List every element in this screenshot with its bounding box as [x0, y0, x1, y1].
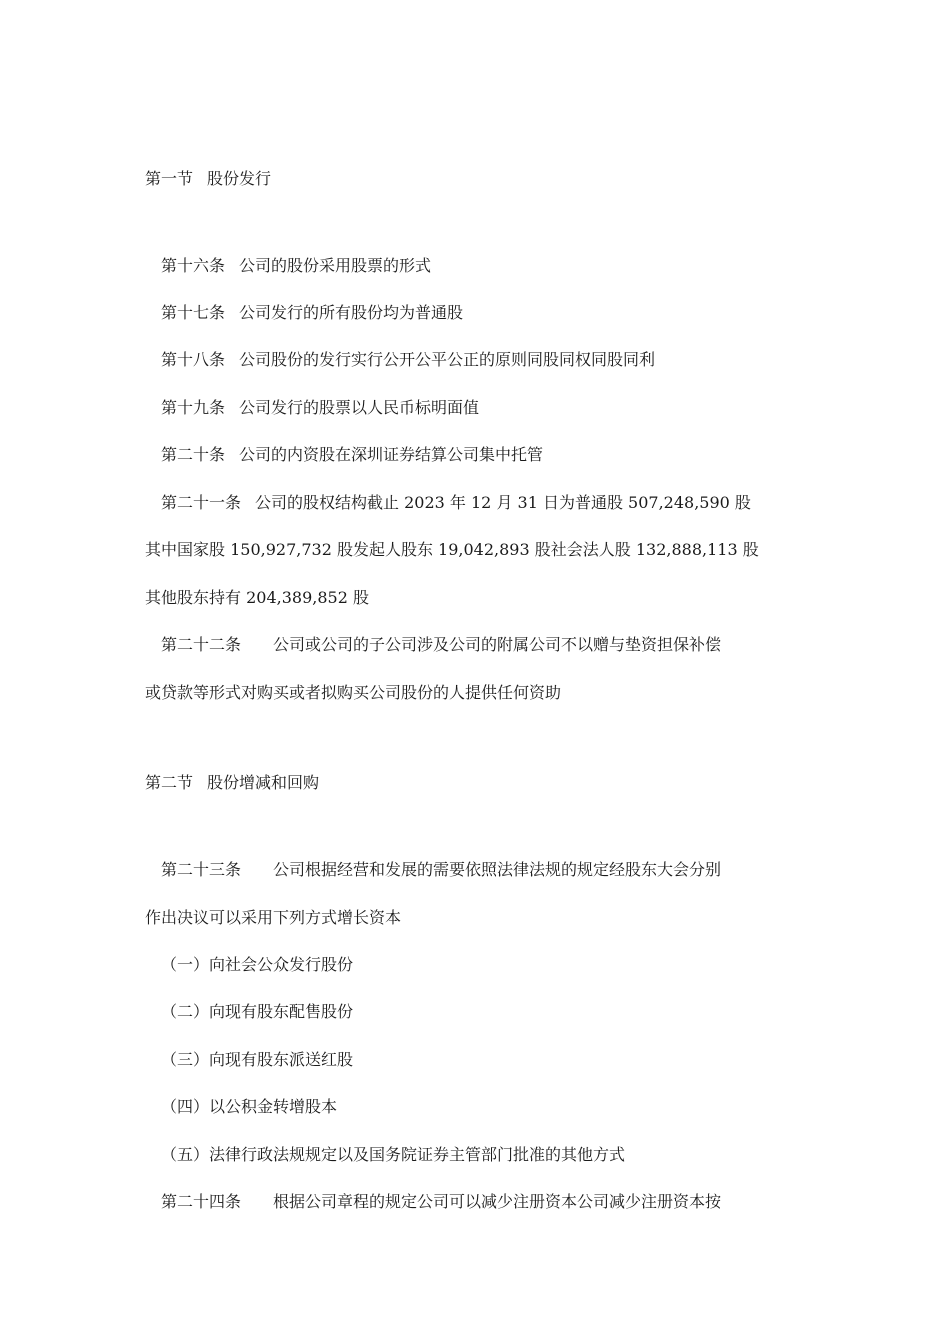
list-item: （三）向现有股东派送红股	[161, 1050, 354, 1069]
article-text: 公司根据经营和发展的需要依照法律法规的规定经股东大会分别	[273, 860, 722, 879]
article-label: 第十七条	[161, 303, 226, 322]
section-heading-1	[145, 169, 271, 189]
article-20	[161, 445, 543, 465]
article-17	[161, 303, 463, 323]
article-label: 第二十三条	[161, 860, 242, 879]
list-item: （一）向社会公众发行股份	[161, 955, 354, 974]
article-23-line-1	[161, 860, 721, 880]
article-label: 第二十四条	[161, 1192, 242, 1211]
article-text: 公司的内资股在深圳证券结算公司集中托管	[239, 445, 544, 464]
article-21-line-2: 其中国家股 150,927,732 股发起人股东 19,042,893 股社会法人股 132,888,113 股	[145, 540, 759, 559]
list-item: （四）以公积金转增股本	[161, 1097, 338, 1116]
article-label: 第二十一条	[161, 493, 242, 512]
article-text: 公司或公司的子公司涉及公司的附属公司不以赠与垫资担保补偿	[273, 635, 722, 654]
section-label: 第一节	[145, 169, 194, 188]
article-21-line-3: 其他股东持有 204,389,852 股	[145, 588, 369, 607]
article-text: 根据公司章程的规定公司可以减少注册资本公司减少注册资本按	[273, 1192, 722, 1211]
section-label: 第二节	[145, 773, 194, 792]
article-19	[161, 398, 479, 418]
section-title: 股份发行	[207, 169, 272, 188]
article-label: 第二十条	[161, 445, 226, 464]
article-16	[161, 256, 431, 276]
article-24-line-1	[161, 1192, 721, 1212]
article-label: 第二十二条	[161, 635, 242, 654]
list-item: （五）法律行政法规规定以及国务院证券主管部门批准的其他方式	[161, 1145, 626, 1164]
article-21-line-1	[161, 493, 751, 513]
article-text: 公司的股份采用股票的形式	[239, 256, 432, 275]
article-22-line-1	[161, 635, 721, 655]
article-23-line-2: 作出决议可以采用下列方式增长资本	[145, 908, 402, 927]
section-title: 股份增减和回购	[207, 773, 320, 792]
article-text: 公司发行的所有股份均为普通股	[239, 303, 464, 322]
article-label: 第十八条	[161, 350, 226, 369]
article-text: 公司的股权结构截止 2023 年 12 月 31 日为普通股 507,248,590 股	[255, 493, 751, 512]
article-text: 公司发行的股票以人民币标明面值	[239, 398, 480, 417]
list-item: （二）向现有股东配售股份	[161, 1002, 354, 1021]
article-text: 公司股份的发行实行公开公平公正的原则同股同权同股同利	[239, 350, 656, 369]
article-18	[161, 350, 655, 370]
section-heading-2	[145, 773, 319, 793]
article-label: 第十六条	[161, 256, 226, 275]
article-label: 第十九条	[161, 398, 226, 417]
article-22-line-2: 或贷款等形式对购买或者拟购买公司股份的人提供任何资助	[145, 683, 562, 702]
